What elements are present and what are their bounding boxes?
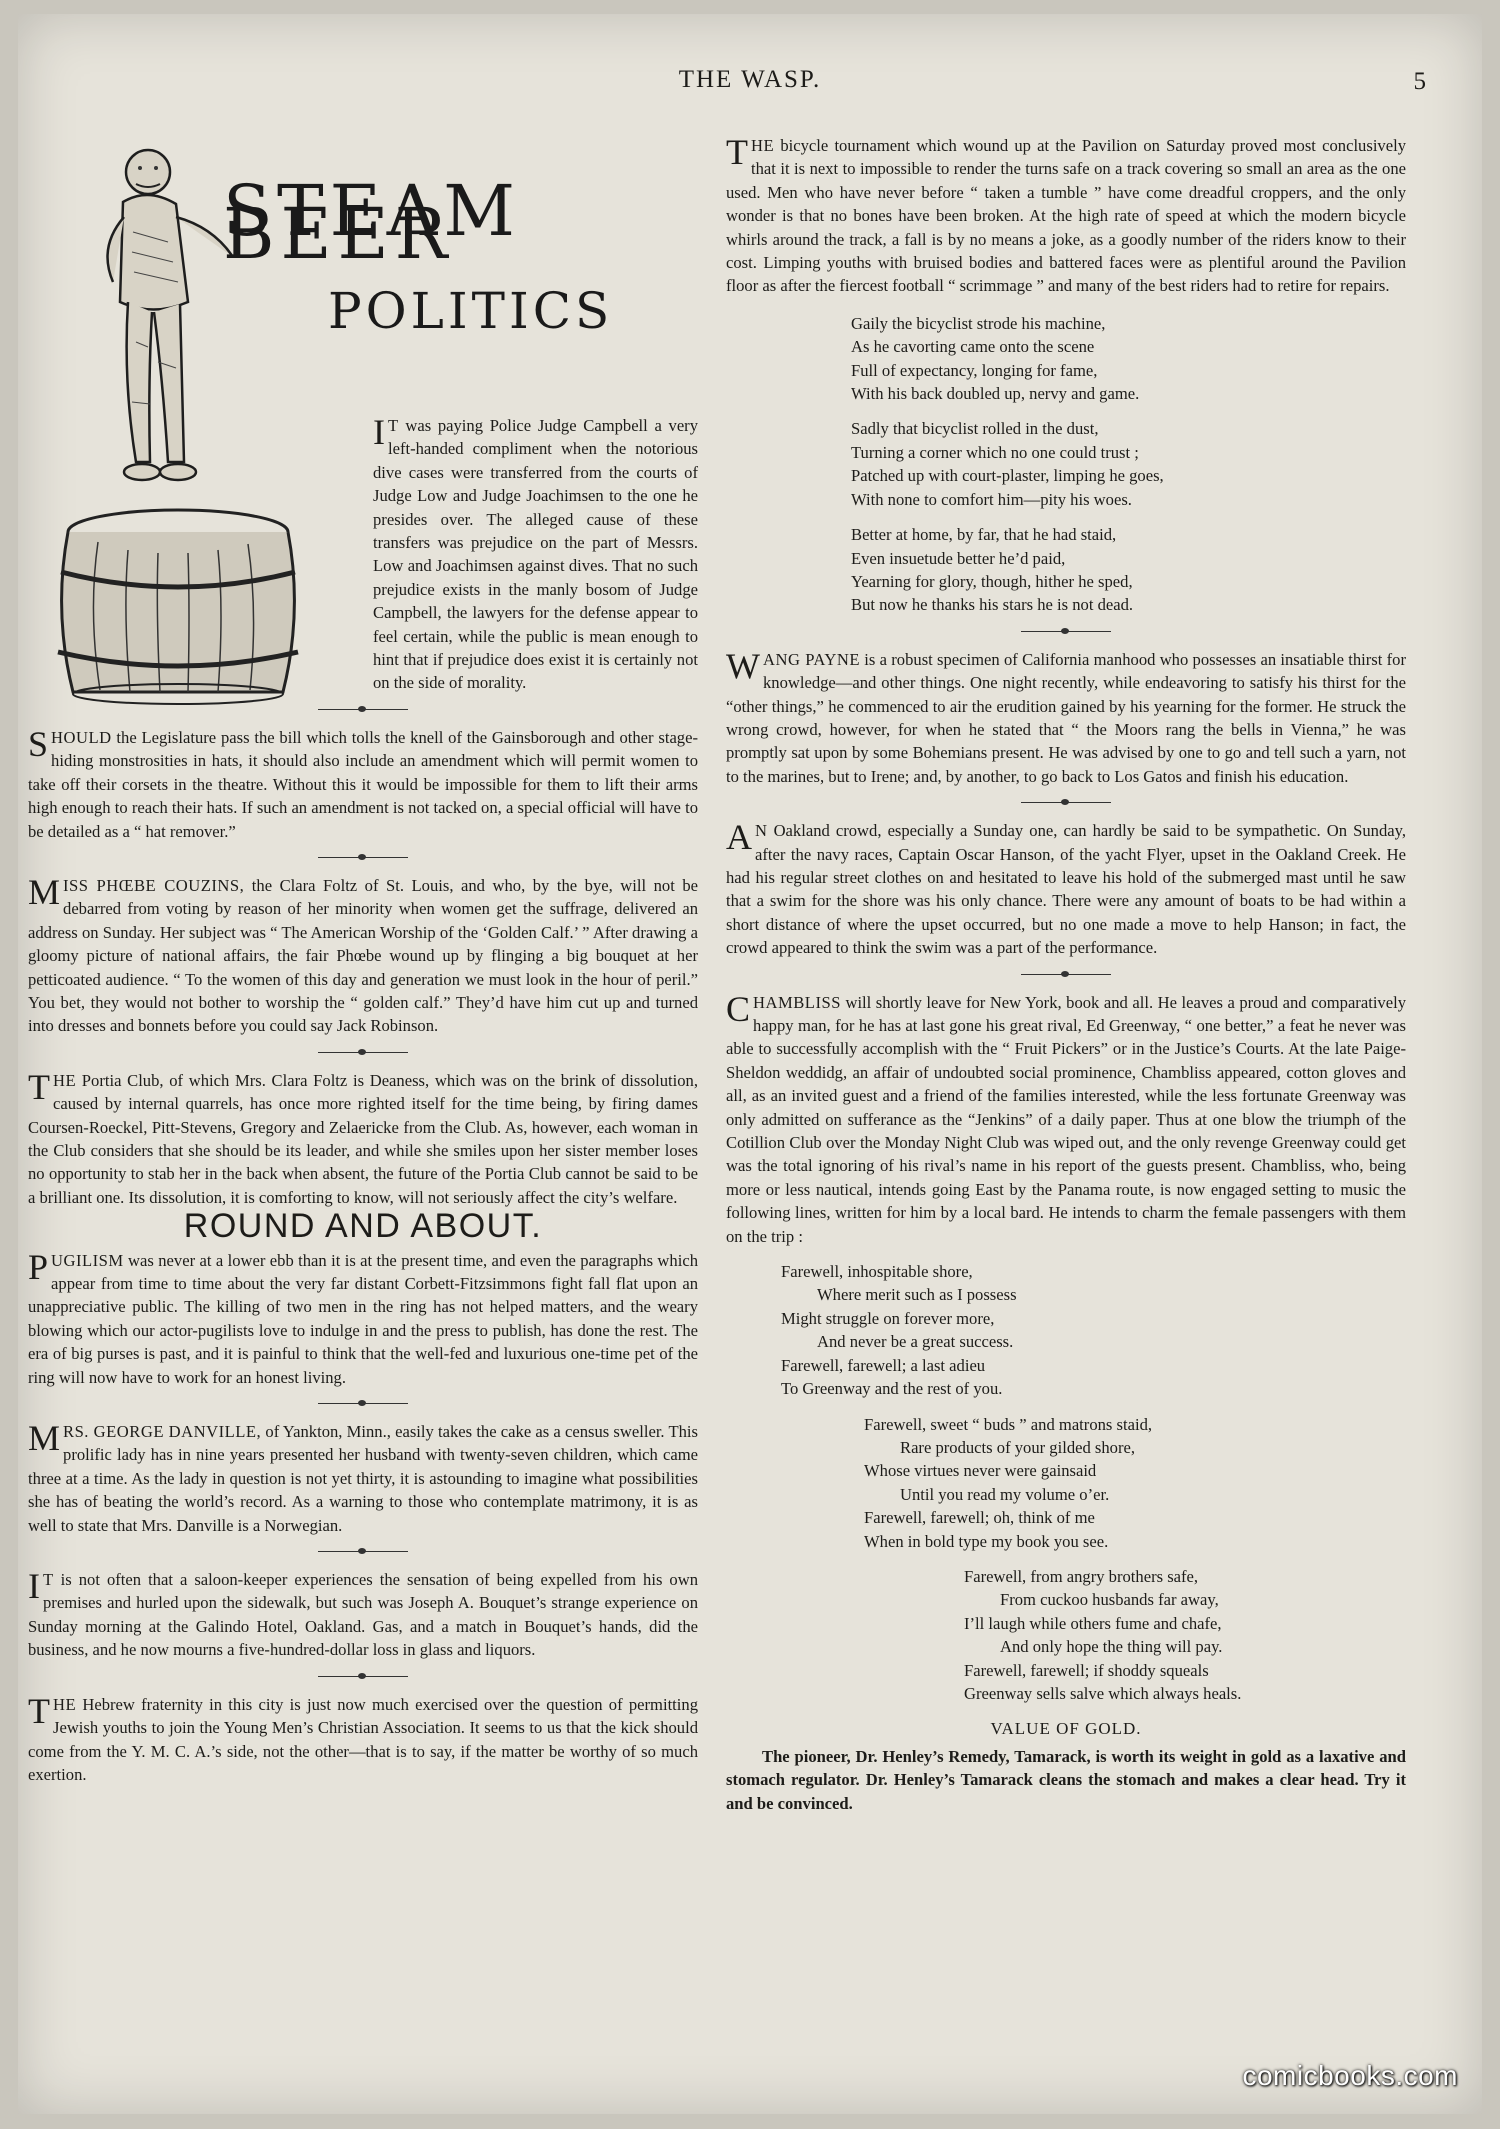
- drop-cap: I: [28, 1566, 40, 1607]
- drop-cap: W: [726, 645, 760, 686]
- poem-stanza: Better at home, by far, that he had staid, Even insuetude better he’d paid, Yearning for glory, though, hither he sped, But now he thanks his stars he is not dead.: [851, 525, 1134, 615]
- drop-cap: A: [726, 817, 752, 858]
- drop-cap: S: [28, 723, 49, 764]
- feature-title: STEAM BEER: [223, 170, 521, 276]
- poem-stanza: Farewell, from angry brothers safe, From cuckoo husbands far away, I’ll laugh while others fume and chafe, And only hope the thing will pay. Farewell, farewell; if shoddy squeals Greenway sells salve which always heals.: [964, 1566, 1242, 1703]
- divider: [1021, 974, 1111, 975]
- magazine-page: [18, 14, 1482, 2114]
- portia-club-paragraph: THE Portia Club, of which Mrs. Clara Foltz is Deaness, which was on the brink of dissolution, caused by internal quarrels, has once more righted itself for the time being, by firing dames Coursen-Roeckel, Pitt-Stevens, Gregory and Zelaericke from the Club. As, however, each woman in the Club considers that she should be its leader, and while she smiles upon her sister member loses no opportunity to stab her in the back when absent, the future of the Portia Club cannot be said to be a brilliant one. Its dissolution, it is comforting to know, will not seriously affect the city’s welfare.: [28, 1066, 698, 1207]
- drop-cap: M: [28, 871, 61, 912]
- danville-paragraph: MRS. GEORGE DANVILLE, of Yankton, Minn., easily takes the cake as a census sweller. This prolific lady has in nine years presented her husband with twenty-seven children, which came three at a time. As the lady in question is not yet thirty, it is astounding to imagine what possibilities she has of beating the world’s record. As a warning to those who contemplate matrimony, it is as well to state that Mrs. Danville is a Norwegian.: [28, 1418, 698, 1535]
- divider: [1021, 631, 1111, 632]
- value-of-gold-heading: VALUE OF GOLD.: [990, 1719, 1142, 1739]
- bicycle-paragraph: THE bicycle tournament which wound up at the Pavilion on Saturday proved most conclusively that it is next to impossible to render the turns safe on a track covering so small an area as the one used. Men who have never before “ taken a tumble ” have come dreadful croppers, and the only wonder is that no bones have been broken. At the high rate of speed at which the modern bicycle whirls around the track, a fall is by no means a joke, as a goodly number of the riders know to their cost. Limping youths with bruised bodies and battered faces were as plentiful around the Pavilion floor as after the fiercest football “ scrimmage ” and many of the best riders had to retire for repairs.: [726, 132, 1406, 296]
- drop-cap: M: [28, 1418, 61, 1459]
- drop-cap: C: [726, 988, 751, 1029]
- saloon-paragraph: I T is not often that a saloon-keeper experiences the sensation of being expelled from his own premises and hurled upon the sidewalk, but such was Joseph A. Bouquet’s strange experience on Sunday morning at the Galindo Hotel, Oakland. Gas, and a match in Bouquet’s hands, did the business, and he now mourns a five-hundred-dollar loss in glass and liquors.: [28, 1566, 698, 1660]
- steam-beer-feature: [28, 132, 698, 695]
- pugilism-paragraph: PUGILISM was never at a lower ebb than it is at the present time, and even the paragraphs which appear from time to time about the very far distant Corbett-Fitzsimmons fight fall flat upon an unappreciative public. The killing of two men in the ring has not helped matters, and the weary blowing which our actor-pugilists love to indulge in and the press to publish, has done the rest. The era of big purses is past, and it is painful to think that the well-fed and luxurious one-time pet of the ring will now have to work for an honest living.: [28, 1246, 698, 1387]
- farewell-poem: [726, 1260, 1406, 1705]
- drop-cap: T: [28, 1066, 50, 1107]
- couzins-paragraph: MISS PHŒBE COUZINS, the Clara Foltz of St. Louis, and who, by the bye, will not be debarred from voting by reason of her minority when women get the suffrage, delivered an address on Sunday. Her subject was “ The American Worship of the ‘Golden Calf.’ ” After drawing a gloomy picture of national affairs, the fair Phœbe wound up by flinging a big bouquet at her petticoated audience. “ To the women of this day and generation we must look in the hour of peril.” You bet, they would not bother to worship the “ golden calf.” They’d have him cut up and turned into dresses and bonnets before you could say Jack Robinson.: [28, 871, 698, 1036]
- drop-cap: I: [373, 412, 385, 452]
- intro-paragraph: I T was paying Police Judge Campbell a very left-handed compliment when the notorious dive cases were transferred from the courts of Judge Low and Judge Joachimsen to the one he presides over. The alleged cause of these transfers was prejudice on the part of Messrs. Low and Joachimsen against dives. That no such prejudice exists in the manly bosom of Judge Campbell, the lawyers for the defense appear to feel certain, while the public is mean enough to hint that if prejudice does exist it is certainly not on the side of morality.: [373, 412, 699, 693]
- poem-stanza: Gaily the bicyclist strode his machine, As he cavorting came onto the scene Full of expectancy, longing for fame, With his back doubled up, nervy and game.: [851, 313, 1140, 404]
- divider: [318, 1551, 408, 1552]
- oakland-paragraph: A N Oakland crowd, especially a Sunday one, can hardly be said to be sympathetic. On Sunday, after the navy races, Captain Oscar Hanson, of the yacht Flyer, upset in the Oakland Creek. He had his regular street clothes on and hesitated to leave his hold of the submerged mast until he saw that a swim for the shore was his only chance. There were any amount of boats to be had within a short distance of where the upset occurred, but no one made a move to help Hanson; in fact, the crowd appeared to think the swim was a part of the performance.: [726, 817, 1406, 958]
- chambliss-paragraph: CHAMBLISS will shortly leave for New York, book and all. He leaves a proud and comparatively happy man, for he has at last gone his great rival, Ed Greenway, “ one better,” a feat he never was able to successfully accomplish with the “ Fruit Pickers” or in the Justice’s Courts. At the late Paige-Sheldon weddidg, an affair of undoubted social prominence, Chambliss appeared, cotton gloves and all, as an invited guest and a friend of the families interested, while the less fortunate Greenway was only admitted on sufferance as the “Jenkins” of a daily paper. Thus at one blow the triumph of the Cotillion Club over the Monday Night Club was wiped out, and the only revenge Greenway could get was the total ignoring of his rival’s name in his report of the guests present. Chambliss, who, being more or less nautical, intends going East by the Panama route, is now engaged setting to music the following lines, written for him by a local bard. He intends to charm the female passengers with them on the trip :: [726, 988, 1406, 1246]
- wang-payne-paragraph: WANG PAYNE is a robust specimen of California manhood who possesses an insatiable thirst for knowledge—and other things. One night recently, while endeavoring to satisfy his thirst for the “other things,” he commenced to air the erudition gained by his yearning for the former. He struck the wrong crowd, however, for when he stated that “ the Moors rang the bells in Vienna,” he was promptly sat upon by some Bohemians present. He was advised by one to go and tell such a yarn, not to the marines, but to Irene; and, by another, to go back to Los Gatos and finish his education.: [726, 645, 1407, 786]
- left-column: [28, 132, 698, 1786]
- divider: [318, 1052, 408, 1053]
- drop-cap: T: [726, 132, 748, 172]
- bicycle-poem: [851, 312, 1406, 617]
- divider: [318, 857, 408, 858]
- divider: [318, 1676, 408, 1677]
- divider: [1021, 802, 1111, 803]
- poem-stanza: Sadly that bicyclist rolled in the dust, Turning a corner which no one could trust ; Patched up with court-plaster, limping he goes, With none to comfort him—pity his woes.: [851, 419, 1164, 509]
- drop-cap: P: [28, 1246, 49, 1287]
- section-heading: ROUND AND ABOUT.: [183, 1207, 543, 1246]
- divider: [318, 1403, 408, 1404]
- hats-paragraph: SHOULD the Legislature pass the bill which tolls the knell of the Gainsborough and other stage-hiding monstrosities in hats, it should also include an amendment which will permit women to take off their corsets in the theatre. Without this it would be impossible for them to lift their arms high enough to reach their hats. If such an amendment is not tacked on, a special official will have to be detailed as a “ hat remover.”: [28, 723, 698, 841]
- drop-cap: T: [28, 1690, 50, 1731]
- watermark-logo: comicbooks.com: [1242, 2060, 1458, 2091]
- feature-subtitle: POLITICS: [328, 282, 614, 340]
- poem-stanza: Farewell, sweet “ buds ” and matrons staid, Rare products of your gilded shore, Whose virtues never were gainsaid Until you read my volume o’er. Farewell, farewell; oh, think of me When in bold type my book you see.: [864, 1414, 1153, 1551]
- masthead: THE WASP.: [678, 66, 822, 93]
- divider: [318, 709, 408, 710]
- right-column: [726, 134, 1406, 1815]
- page-number: 5: [1413, 68, 1426, 95]
- poem-stanza: Farewell, inhospitable shore, Where merit such as I possess Might struggle on forever more, And never be a great success. Farewell, farewell; a last adieu To Greenway and the rest of you.: [781, 1262, 1017, 1399]
- tamarack-advertisement: The pioneer, Dr. Henley’s Remedy, Tamarack, is worth its weight in gold as a laxative and stomach regulator. Dr. Henley’s Tamarack cleans the stomach and makes a clear head. Try it and be convinced.: [726, 1746, 1406, 1813]
- hebrew-fraternity-paragraph: THE Hebrew fraternity in this city is just now much exercised over the question of permitting Jewish youths to join the Young Men’s Christian Association. It seems to us that the kick should come from the Y. M. C. A.’s side, not the other—that is to say, if the matter be worthy of so much exertion.: [28, 1690, 698, 1784]
